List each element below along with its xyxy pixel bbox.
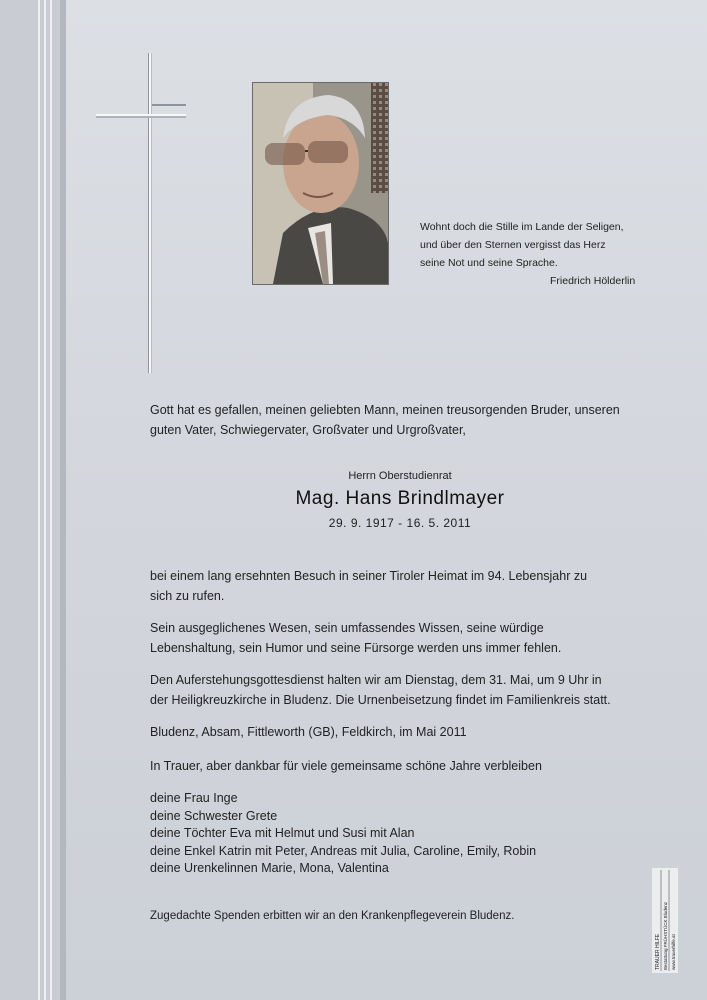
- intro-line: Gott hat es gefallen, meinen geliebten Mann, meinen treusorgenden Bruder, unseren: [150, 403, 620, 417]
- mourner-entry: deine Frau Inge: [150, 791, 238, 805]
- text-line: Den Auferstehungsgottesdienst halten wir am Dienstag, dem 31. Mai, um 9 Uhr in: [150, 673, 602, 687]
- svg-text:Bestattung FRÜHSTÜCK Bludenz: Bestattung FRÜHSTÜCK Bludenz: [663, 901, 668, 970]
- cross-accent-line: [152, 104, 186, 106]
- quote-line: und über den Sternen vergisst das Herz: [420, 239, 606, 251]
- mourner-entry: deine Schwester Grete: [150, 808, 278, 823]
- text-line: bei einem lang ersehnten Besuch in seiner Tiroler Heimat im 94. Lebensjahr zu: [150, 569, 588, 583]
- svg-text:TRAUER HILFE: TRAUER HILFE: [655, 933, 661, 970]
- place-date-line: Bludenz, Absam, Fittleworth (GB), Feldkirch, im Mai 2011: [150, 725, 467, 739]
- quote-block: [420, 218, 660, 290]
- quote-line: Wohnt doch die Stille im Lande der Seligen,: [420, 221, 624, 233]
- mourner-entry: deine Urenkelinnen Marie, Mona, Valentina: [150, 861, 389, 875]
- text-line: Sein ausgeglichenes Wesen, sein umfassendes Wissen, seine würdige: [150, 621, 544, 635]
- intro-text: [150, 400, 670, 440]
- quote-author: Friedrich Hölderlin: [550, 275, 636, 287]
- paragraph-character: [150, 618, 670, 658]
- text-line: Lebenshaltung, sein Humor und seine Fürsorge werden uns immer fehlen.: [150, 641, 562, 655]
- svg-text:www.trauerhilfe.at: www.trauerhilfe.at: [671, 934, 676, 970]
- funeral-home-logo: [652, 868, 678, 973]
- cross-horizontal-bar: [96, 114, 186, 118]
- paragraph-service: [150, 670, 670, 710]
- mourner-entry: deine Töchter Eva mit Helmut und Susi mit Alan: [150, 826, 415, 840]
- portrait-photo: [252, 82, 389, 285]
- mourning-line: In Trauer, aber dankbar für viele gemeinsame schöne Jahre verbleiben: [150, 759, 542, 773]
- mourner-entry: deine Enkel Katrin mit Peter, Andreas mit Julia, Caroline, Emily, Robin: [150, 843, 537, 858]
- life-dates: 29. 9. 1917 - 16. 5. 2011: [328, 516, 472, 530]
- quote-line: seine Not und seine Sprache.: [420, 257, 558, 269]
- person-title: Herrn Oberstudienrat: [348, 470, 452, 482]
- donation-note: Zugedachte Spenden erbitten wir an den Krankenpflegeverein Bludenz.: [150, 910, 515, 922]
- paragraph-call: [150, 566, 670, 606]
- text-line: der Heiligkreuzkirche in Bludenz. Die Urnenbeisetzung findet im Familienkreis statt.: [150, 693, 611, 707]
- person-name: Mag. Hans Brindlmayer: [295, 488, 505, 509]
- mourners-list: [150, 790, 670, 878]
- text-line: sich zu rufen.: [150, 589, 225, 603]
- left-border-stripes: [0, 0, 66, 1000]
- cross-vertical-bar: [148, 53, 152, 373]
- intro-line: guten Vater, Schwiegervater, Großvater und Urgroßvater,: [150, 423, 466, 437]
